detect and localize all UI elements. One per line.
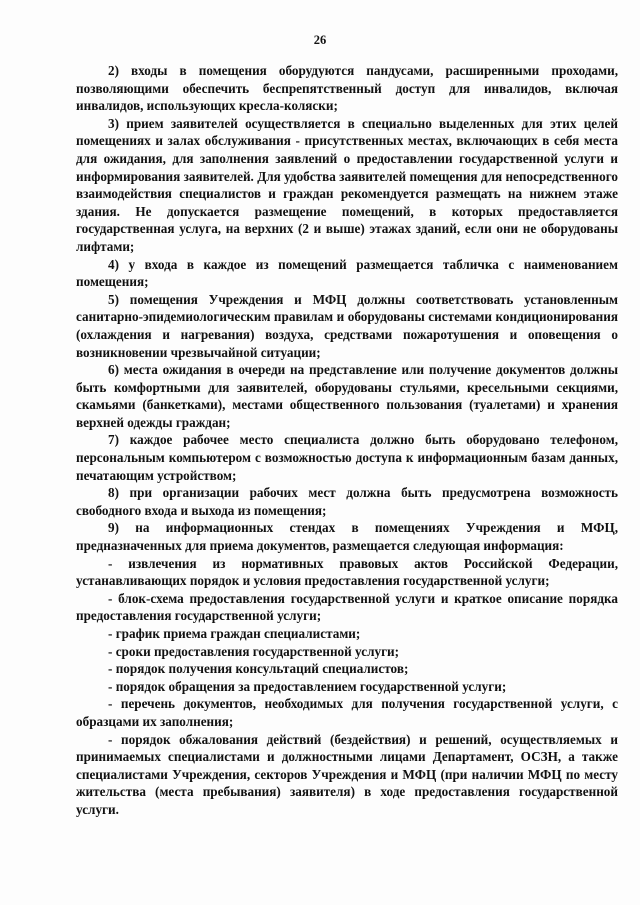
paragraph-waiting-areas: 6) места ожидания в очереди на представление или получение документов должны быть комфортными для заявителей, оборудованы стульями, кресельными секциями, скамьями (банкетками), местами общественного пользования (туалетами) и хранения верхней одежды граждан; <box>76 362 618 430</box>
list-item-document-list: - перечень документов, необходимых для получения государственной услуги, с образцами их заполнения; <box>76 696 618 729</box>
list-item-legal-extracts: - извлечения из нормативных правовых актов Российской Федерации, устанавливающих порядок и условия предоставления государственной услуги; <box>76 555 618 589</box>
list-item-flowchart: - блок-схема предоставления государственной услуги и краткое описание порядка предоставления государственной услуги; <box>76 590 618 624</box>
paragraph-signage: 4) у входа в каждое из помещений размещается табличка с наименованием помещения; <box>76 256 618 290</box>
paragraph-sanitary-requirements: 5) помещения Учреждения и МФЦ должны соответствовать установленным санитарно-эпидемиологическим правилам и оборудованы системами кондиционирования (охлаждения и нагревания) воздуха, средствами пожаротушения и оповещения о возникновении чрезвычайной ситуации; <box>76 291 618 360</box>
paragraph-reception-premises: 3) прием заявителей осуществляется в специально выделенных для этих целей помещениях и залах обслуживания - присутственных местах, включающих в себя места для ожидания, для заполнения заявлений о предоставлении государственной услуги и информирования заявителей. Для удобства заявителей помещения для непосредственного взаимодействия специалистов и граждан рекомендуется размещать на нижнем этаже здания. Не допускается размещение помещений, в которых предоставляется государственная услуга, на верхних (2 и выше) этажах зданий, если они не оборудованы лифтами; <box>76 115 618 254</box>
document-body <box>76 62 618 819</box>
list-item-appeal-procedure: - порядок обжалования действий (бездействия) и решений, осуществляемых и принимаемых специалистами и должностными лицами Департамент, ОСЗН, а также специалистами Учреждения, секторов Учреждения и МФЦ (при наличии МФЦ по месту жительства (места пребывания) заявителя) в ходе предоставления государственной услуги. <box>76 731 618 817</box>
list-item-schedule: - график приема граждан специалистами; <box>108 626 361 641</box>
paragraph-info-stands: 9) на информационных стендах в помещениях Учреждения и МФЦ, предназначенных для приема документов, размещается следующая информация: <box>76 520 618 554</box>
paragraph-free-access: 8) при организации рабочих мест должна быть предусмотрена возможность свободного входа и выхода из помещения; <box>76 485 618 518</box>
list-item-application-procedure: - порядок обращения за предоставлением государственной услуги; <box>108 678 507 694</box>
paragraph-workplace-equipment: 7) каждое рабочее место специалиста должно быть оборудовано телефоном, персональным компьютером с возможностью доступа к информационным базам данных, печатающим устройством; <box>76 432 618 483</box>
page-number: 26 <box>313 33 327 47</box>
list-item-consultations: - порядок получения консультаций специалистов; <box>108 661 409 677</box>
list-item-deadlines: - сроки предоставления государственной услуги; <box>108 643 400 659</box>
paragraph-entrances: 2) входы в помещения оборудуются пандусами, расширенными проходами, позволяющими обеспечить беспрепятственный доступ для инвалидов, включая инвалидов, использующих кресла-коляски; <box>76 63 618 114</box>
